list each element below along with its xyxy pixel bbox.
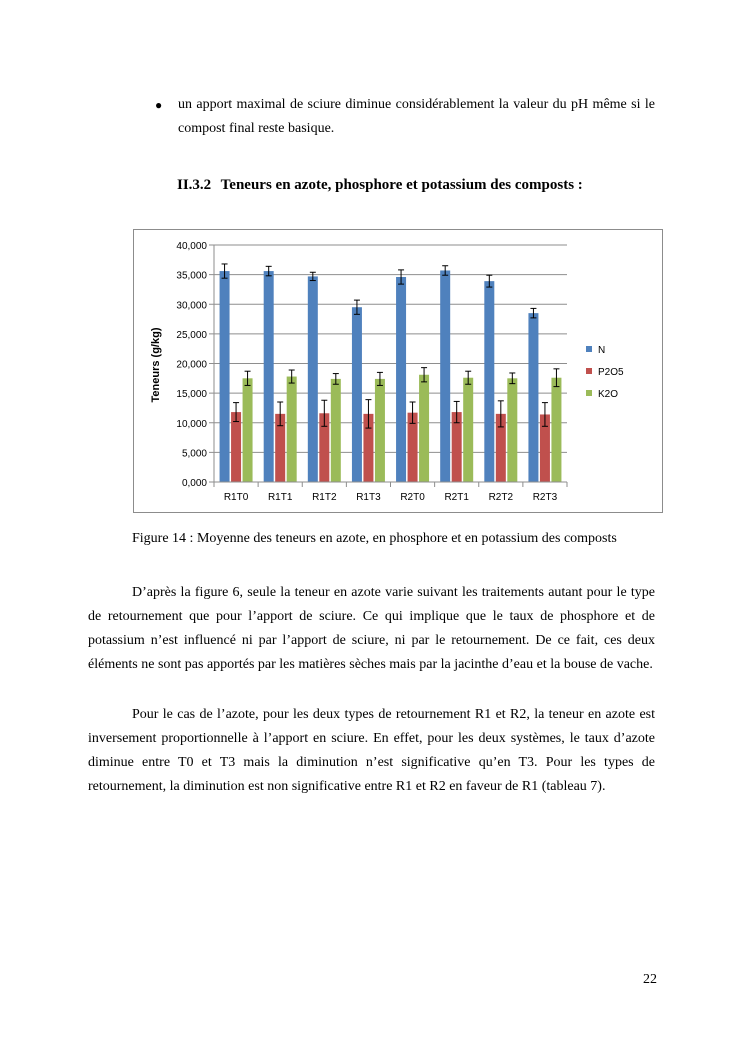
bar-N-R1T1 <box>264 271 274 482</box>
y-tick-label: 20,000 <box>176 359 207 371</box>
chart-bars <box>220 270 562 482</box>
bar-N-R1T2 <box>308 276 318 482</box>
bar-K2O-R2T0 <box>419 375 429 482</box>
figure-caption: Figure 14 : Moyenne des teneurs en azote, en phosphore et en potassium des composts <box>132 531 617 546</box>
legend-swatch-P2O5 <box>586 368 592 374</box>
bar-N-R2T1 <box>440 270 450 482</box>
bar-K2O-R2T2 <box>507 378 517 482</box>
y-tick-label: 15,000 <box>176 389 207 401</box>
bar-K2O-R2T1 <box>463 378 473 482</box>
x-tick-label: R1T0 <box>223 492 249 503</box>
bullet-dot-icon: ● <box>155 98 163 112</box>
chart-legend <box>586 345 624 400</box>
x-tick-label: R2T0 <box>400 492 425 503</box>
bar-K2O-R2T3 <box>551 378 561 482</box>
y-tick-label: 30,000 <box>176 300 207 312</box>
bar-K2O-R1T3 <box>375 379 385 482</box>
legend-swatch-K2O <box>586 390 592 396</box>
bullet-text: un apport maximal de sciure diminue considérablement la valeur du pH même si le compost final reste basique. <box>178 97 655 136</box>
chart-y-tick-labels <box>176 241 207 489</box>
paragraph-1: D’après la figure 6, seule la teneur en azote varie suivant les traitements autant pour le type de retournement que pour l’apport de sciure. Ce qui implique que le taux de phosphore et de potassium n’est influencé ni par l’apport de sciure, ni par le retournement. De ce fait, ces deux éléments ne sont pas apportés par les matières sèches mais par la jacinthe d’eau et la bouse de vache. <box>88 585 655 672</box>
y-tick-label: 35,000 <box>176 270 207 282</box>
section-number: II.3.2 <box>177 177 212 193</box>
page-number: 22 <box>643 972 657 987</box>
y-tick-label: 10,000 <box>176 418 207 430</box>
chart-frame <box>133 229 663 513</box>
bar-N-R1T0 <box>220 271 230 482</box>
x-tick-label: R2T1 <box>444 492 469 503</box>
x-tick-label: R1T3 <box>356 492 381 503</box>
bar-K2O-R1T0 <box>243 378 253 482</box>
nutrient-bar-chart <box>134 230 662 512</box>
y-tick-label: 0,000 <box>181 478 207 489</box>
y-tick-label: 5,000 <box>181 448 207 460</box>
y-tick-label: 40,000 <box>176 241 207 252</box>
section-title: Teneurs en azote, phosphore et potassium des composts : <box>220 177 583 193</box>
y-tick-label: 25,000 <box>176 329 207 341</box>
legend-label-N: N <box>598 345 606 356</box>
bar-N-R2T0 <box>396 277 406 482</box>
bar-N-R2T2 <box>484 281 494 482</box>
chart-x-tick-labels <box>224 492 558 503</box>
legend-label-K2O: K2O <box>598 389 619 400</box>
bar-K2O-R1T1 <box>287 377 297 482</box>
bar-P2O5-R1T0 <box>231 412 241 482</box>
x-tick-label: R1T1 <box>267 492 293 503</box>
x-tick-label: R2T2 <box>488 492 514 503</box>
bar-N-R2T3 <box>528 313 538 482</box>
paragraph-2: Pour le cas de l’azote, pour les deux types de retournement R1 et R2, la teneur en azote est inversement proportionnelle à l’apport en sciure. En effet, pour les deux systèmes, le taux d’azote diminue entre T0 et T3 mais la diminution n’est significative qu’en T3. Pour les types de retournement, la diminution est non significative entre R1 et R2 en faveur de R1 (tableau 7). <box>88 707 655 794</box>
bar-K2O-R1T2 <box>331 379 341 482</box>
bar-N-R1T3 <box>352 307 362 482</box>
chart-y-axis-label: Teneurs (g/kg) <box>150 327 162 403</box>
x-tick-label: R2T3 <box>532 492 558 503</box>
section-heading <box>177 177 583 194</box>
legend-label-P2O5: P2O5 <box>598 367 624 378</box>
legend-swatch-N <box>586 346 592 352</box>
x-tick-label: R1T2 <box>312 492 337 503</box>
